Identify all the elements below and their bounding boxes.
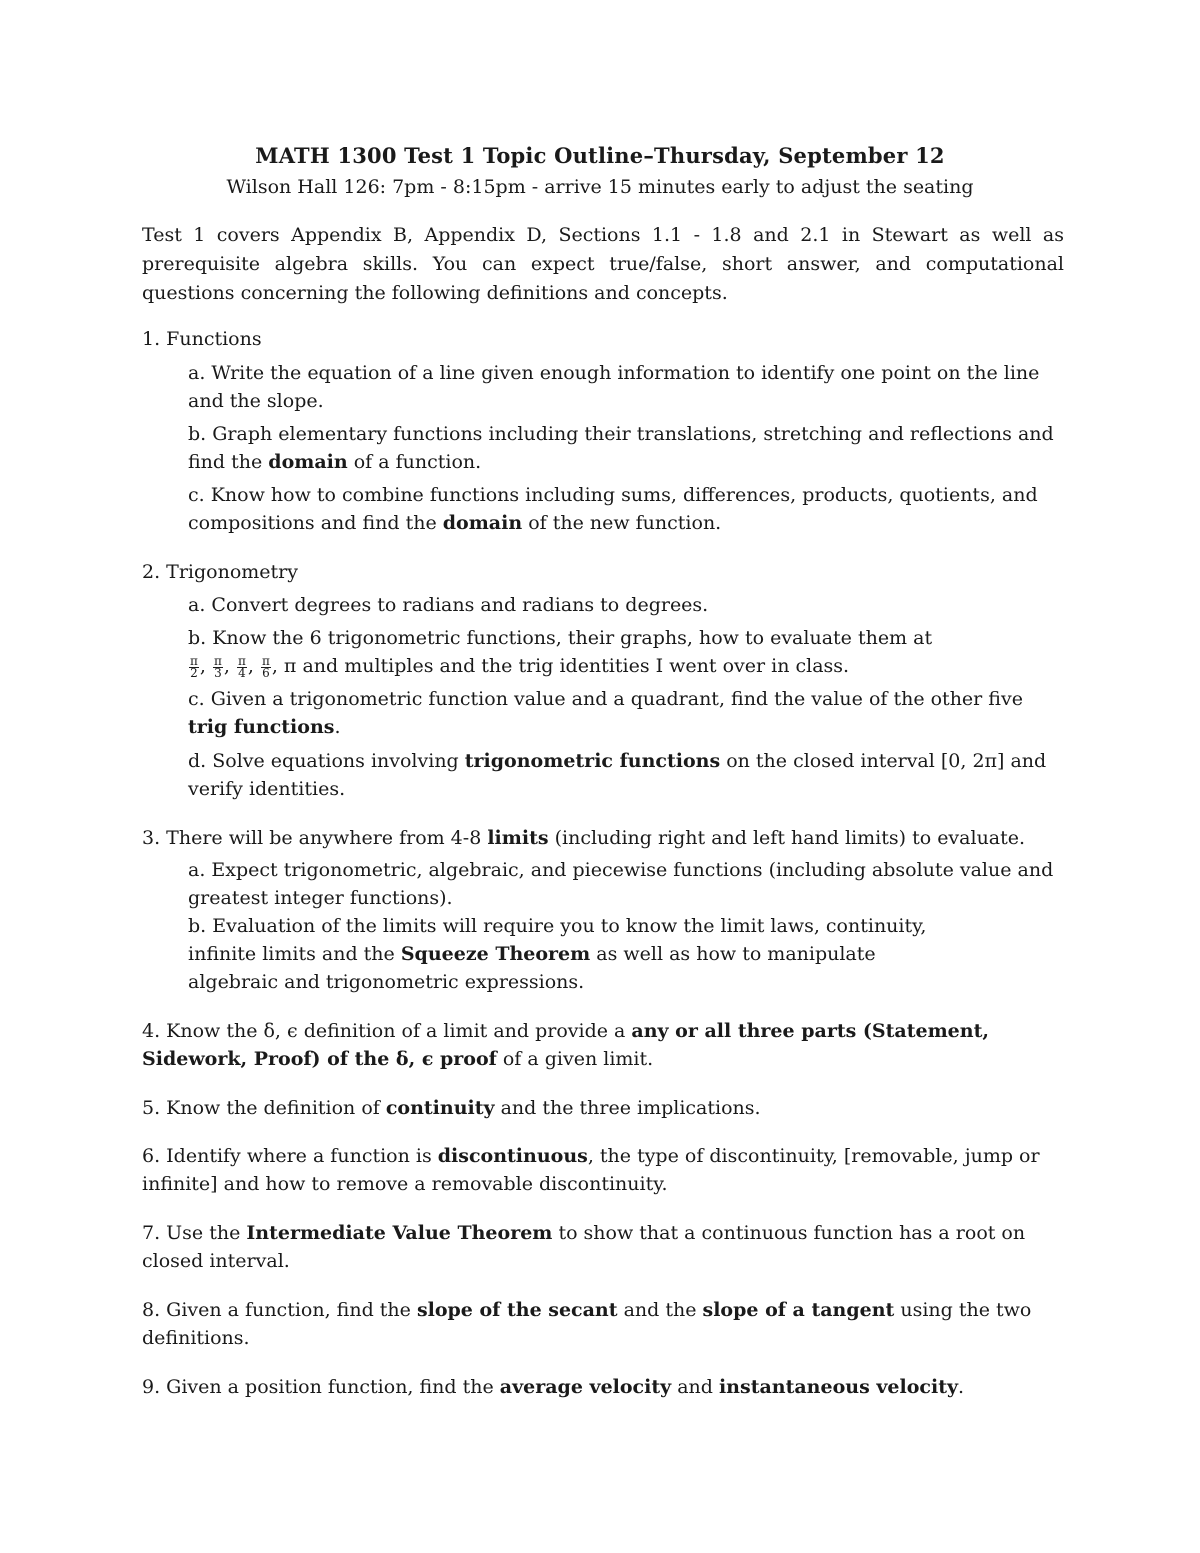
section-5: 5. Know the definition of continuity and the three implications.	[142, 1097, 761, 1119]
fraction-pi-over-6: $\frac{\pi}{6}$	[261, 653, 270, 680]
section-2-heading: 2. Trigonometry	[142, 561, 298, 583]
section-3b-line3: algebraic and trigonometric expressions.	[188, 971, 585, 993]
section-3-bold: limits	[487, 827, 549, 849]
section-9-bold-instantaneous: instantaneous velocity	[718, 1376, 959, 1398]
section-9: 9. Given a position function, find the average velocity and instantaneous velocity.	[142, 1376, 965, 1398]
section-2b-tail: , π and multiples and the trig identities I went over in class.	[271, 655, 850, 677]
section-1c-tail: of the new function.	[522, 512, 722, 534]
section-6-bold: discontinuous	[437, 1145, 588, 1167]
fraction-pi-over-3: $\frac{\pi}{3}$	[213, 653, 222, 680]
section-2b-line1: b. Know the 6 trigonometric functions, their graphs, how to evaluate them at	[188, 627, 933, 649]
section-1a: a. Write the equation of a line given enough information to identify one point on the line and the slope.	[188, 362, 1040, 412]
intro-paragraph: Test 1 covers Appendix B, Appendix D, Sections 1.1 - 1.8 and 2.1 in Stewart as well as prerequisite algebra skills. You can expect true/false, short answer, and computational questions concerning the following definitions and concepts.	[142, 224, 1064, 304]
section-1-heading: 1. Functions	[142, 328, 262, 350]
section-8: 8. Given a function, find the slope of the secant and the slope of a tangent using the two definitions.	[142, 1299, 1032, 1349]
section-2d-text: d. Solve equations involving	[188, 750, 465, 772]
section-1b-bold: domain	[268, 451, 348, 473]
section-2c-text: c. Given a trigonometric function value and a quadrant, find the value of the other five	[188, 688, 1023, 710]
section-5-bold: continuity	[385, 1097, 495, 1119]
section-3a: a. Expect trigonometric, algebraic, and piecewise functions (including absolute value and greatest integer functions).	[188, 859, 1054, 909]
page-title: MATH 1300 Test 1 Topic Outline–Thursday, September 12	[255, 143, 945, 168]
section-3b-bold: Squeeze Theorem	[400, 943, 591, 965]
section-7: 7. Use the Intermediate Value Theorem to show that a continuous function has a root on closed interval.	[142, 1222, 1026, 1272]
section-4: 4. Know the δ, ϵ definition of a limit and provide a any or all three parts (Statement, Sidework, Proof) of the δ, ϵ proof of a given limit.	[142, 1020, 989, 1070]
section-1b-tail: of a function.	[347, 451, 482, 473]
section-4-bold: any or all three parts (Statement, Sidework, Proof) of the δ, ϵ proof	[142, 1020, 989, 1070]
section-2b: b. Know the 6 trigonometric functions, their graphs, how to evaluate them at $\frac{\pi}{2}$ , $\frac{\pi}{3}$ , $\frac{\pi}{4}$ , $\frac{\pi}{6}$ , π and multiples and the trig identities I went over in class.	[188, 627, 933, 680]
section-1c-text: c. Know how to combine functions including sums, differences, products, quotients, and compositions and find the	[188, 484, 1038, 534]
section-2c-bold: trig functions	[188, 716, 335, 738]
section-2d-tail: on the closed interval [0, 2π] and verify identities.	[188, 750, 1047, 800]
section-3b-line1: b. Evaluation of the limits will require you to know the limit laws, continuity,	[188, 915, 927, 937]
section-1c-bold: domain	[442, 512, 523, 534]
section-2c: c. Given a trigonometric function value and a quadrant, find the value of the other five trig functions.	[188, 688, 1023, 738]
section-8-bold-tangent: slope of a tangent	[702, 1299, 895, 1321]
header	[140, 143, 1060, 198]
page-subtitle: Wilson Hall 126: 7pm - 8:15pm - arrive 15 minutes early to adjust the seating	[226, 176, 974, 198]
section-2d	[188, 747, 1064, 803]
section-2d-bold: trigonometric functions	[464, 750, 721, 772]
section-1b	[188, 420, 1064, 476]
section-6: 6. Identify where a function is discontinuous, the type of discontinuity, [removable, jump or infinite] and how to remove a removable discontinuity.	[142, 1145, 1040, 1195]
section-3b: b. Evaluation of the limits will require you to know the limit laws, continuity, infinite limits and the Squeeze Theorem as well as how to manipulate algebraic and trigonometric expressions.	[188, 915, 927, 993]
section-1c	[188, 481, 1064, 537]
fraction-pi-over-2: $\frac{\pi}{2}$	[190, 653, 198, 680]
section-9-bold-average: average velocity	[499, 1376, 672, 1398]
section-1b-text: b. Graph elementary functions including their translations, stretching and reflections and find the	[188, 423, 1054, 473]
section-8-bold-secant: slope of the secant	[416, 1299, 618, 1321]
section-3-heading: 3. There will be anywhere from 4-8 limits (including right and left hand limits) to evaluate.	[142, 827, 1026, 849]
section-7-bold: Intermediate Value Theorem	[246, 1222, 553, 1244]
section-2a: a. Convert degrees to radians and radians to degrees.	[188, 594, 709, 616]
fraction-pi-over-4: $\frac{\pi}{4}$	[237, 653, 246, 680]
